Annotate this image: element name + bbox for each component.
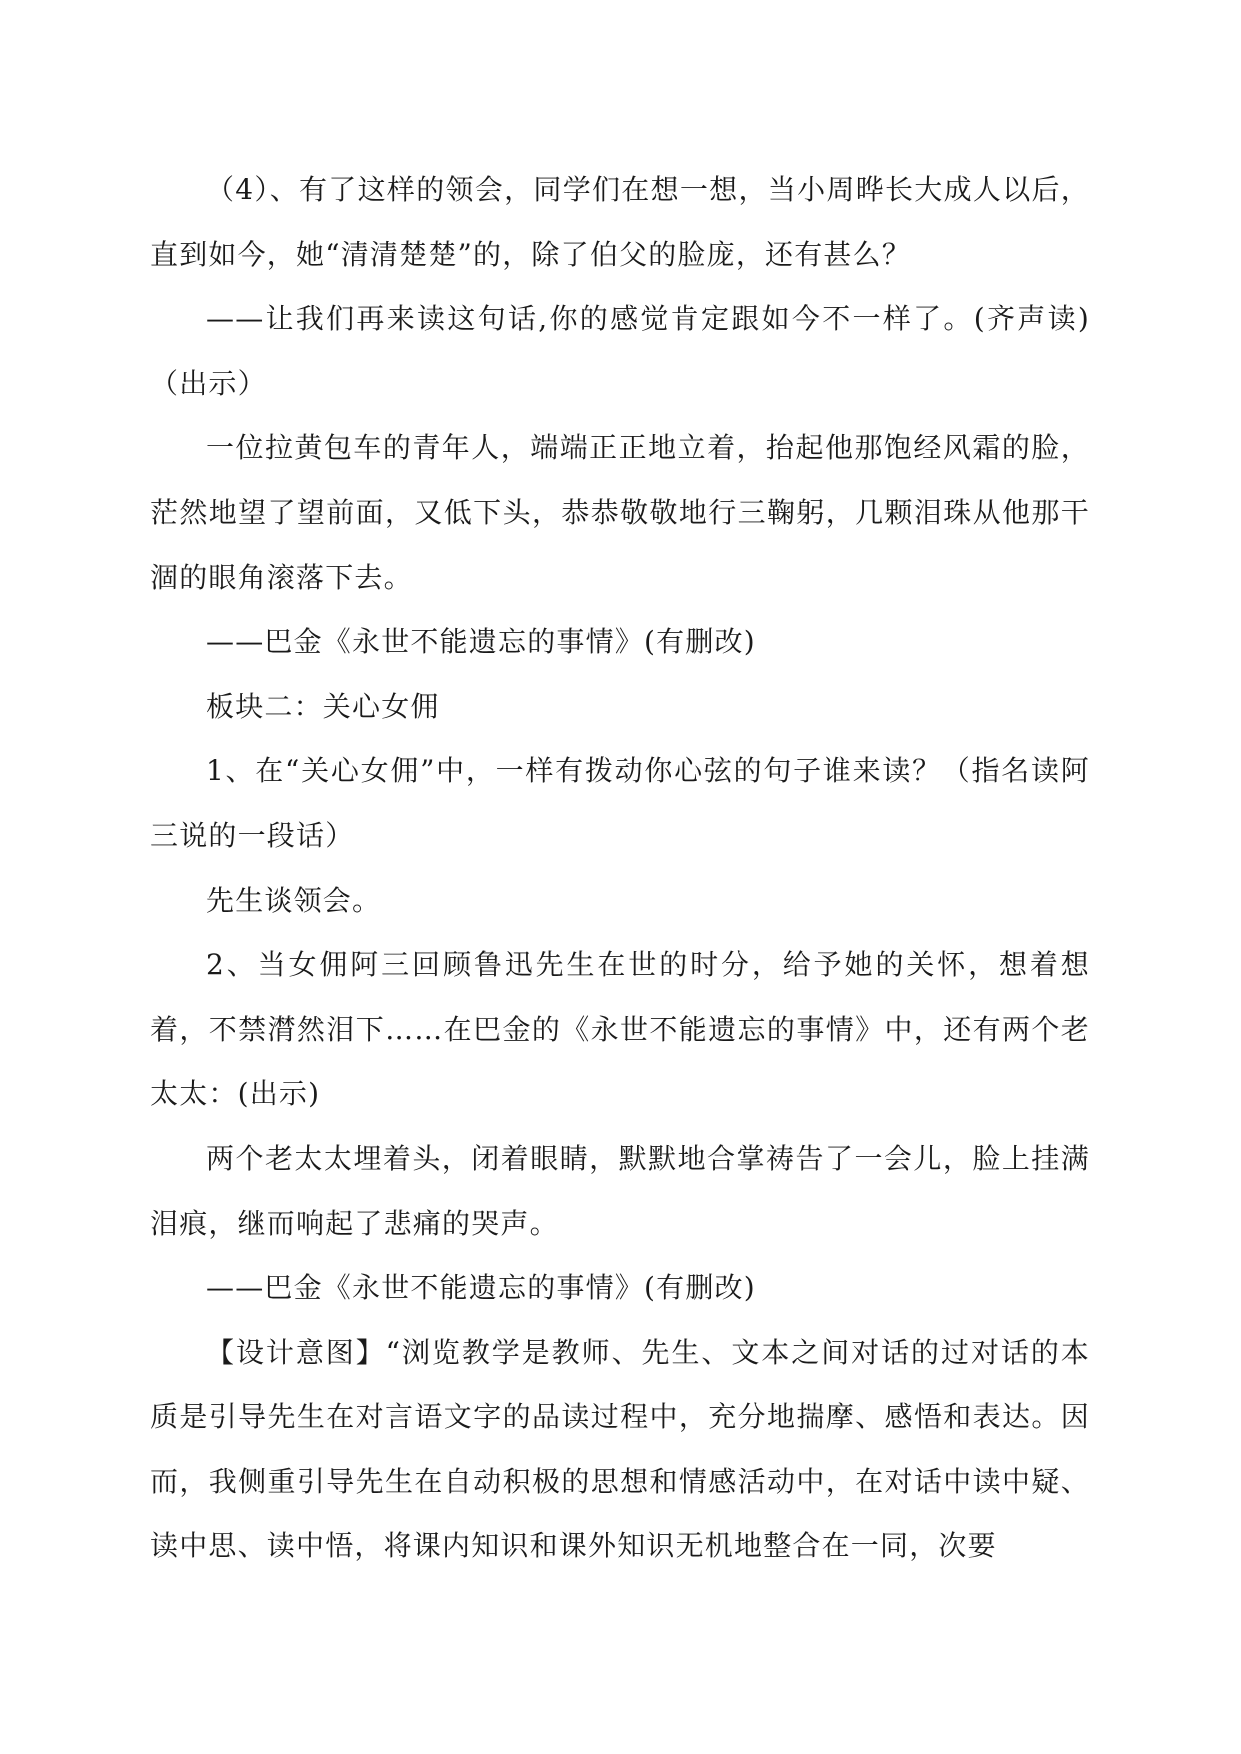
paragraph-discussion: 先生谈领会。: [206, 883, 382, 917]
paragraph-section-heading: 板块二：关心女佣: [206, 689, 440, 723]
paragraph-reread-instruction: ——让我们再来读这句话,你的感觉肯定跟如今不一样了。(齐声读)（出示）: [150, 302, 1090, 400]
paragraph-quote-rickshaw: 一位拉黄包车的青年人，端端正正地立着，抬起他那饱经风霜的脸，茫然地望了望前面，又低下头，恭恭敬敬地行三鞠躬，几颗泪珠从他那干涸的眼角滚落下去。: [150, 431, 1090, 594]
paragraph-question-4: （4）、有了这样的领会，同学们在想一想，当小周晔长大成人以后，直到如今，她“清清楚楚”的，除了伯父的脸庞，还有甚么？: [150, 173, 1090, 271]
paragraph-question-2: 2、当女佣阿三回顾鲁迅先生在世的时分，给予她的关怀，想着想着，不禁潸然泪下……在巴金的《永世不能遗忘的事情》中，还有两个老太太：(出示): [150, 948, 1090, 1111]
paragraph-quote-source-2: ——巴金《永世不能遗忘的事情》(有删改): [206, 1271, 756, 1305]
paragraph-quote-source-1: ——巴金《永世不能遗忘的事情》(有删改): [206, 625, 756, 659]
paragraph-design-intent: 【设计意图】“浏览教学是教师、先生、文本之间对话的过对话的本质是引导先生在对言语文字的品读过程中，充分地揣摩、感悟和表达。因而，我侧重引导先生在自动积极的思想和情感活动中，在对话中读中疑、读中思、读中悟，将课内知识和课外知识无机地整合在一同，次要: [150, 1335, 1090, 1563]
paragraph-quote-old-ladies: 两个老太太埋着头，闭着眼睛，默默地合掌祷告了一会儿，脸上挂满泪痕，继而响起了悲痛的哭声。: [150, 1141, 1090, 1240]
document-body: [150, 158, 1090, 1579]
paragraph-question-1: 1、在“关心女佣”中，一样有拨动你心弦的句子谁来读？（指名读阿三说的一段话）: [150, 754, 1090, 852]
